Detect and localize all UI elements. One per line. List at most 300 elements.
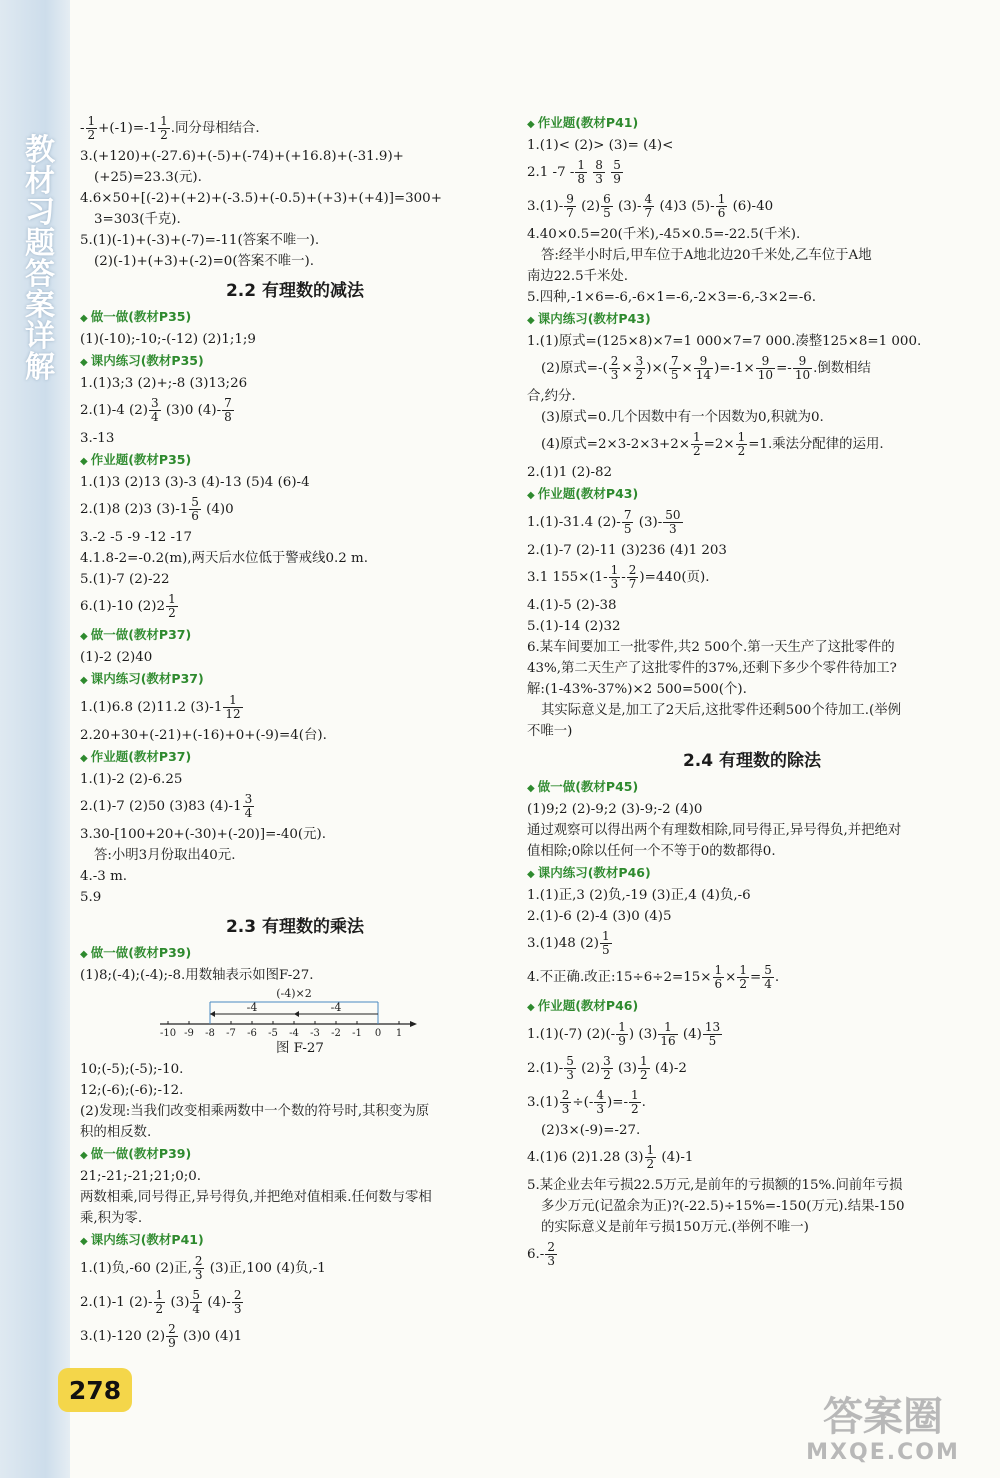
answer-line bbox=[527, 1018, 977, 1052]
fraction-numerator: 1 bbox=[737, 430, 746, 444]
fraction bbox=[575, 159, 587, 186]
text-part: =- bbox=[776, 361, 792, 376]
fraction-numerator: 1 bbox=[168, 592, 176, 606]
fraction bbox=[154, 1289, 166, 1316]
segment-label: -4 bbox=[246, 1001, 258, 1014]
fraction-numerator: 1 bbox=[714, 963, 723, 977]
answer-line: 2.(1)-7 (2)-11 (3)236 (4)1 203 bbox=[527, 543, 727, 558]
fraction-numerator: 5 bbox=[613, 158, 621, 172]
answer-line: 3=303(千克). bbox=[94, 212, 181, 227]
text-part: - bbox=[80, 121, 85, 136]
fraction-denominator: 5 bbox=[602, 943, 610, 957]
fraction-numerator: 1 bbox=[223, 694, 242, 708]
fraction-numerator: 3 bbox=[635, 354, 644, 368]
fraction bbox=[762, 964, 774, 991]
section-heading: 2.4 有理数的除法 bbox=[682, 751, 822, 771]
text-part: 2.(1)-4 (2) bbox=[80, 403, 149, 418]
fraction-denominator: 3 bbox=[669, 522, 677, 536]
fraction-denominator: 4 bbox=[244, 806, 253, 820]
answer-line: (2)3×(-9)=-27. bbox=[541, 1123, 641, 1138]
answer-line: 值相除;0除以任何一个不等于0的数都得0. bbox=[527, 844, 776, 859]
segment-label: -4 bbox=[330, 1001, 342, 1014]
fraction-numerator: 1 bbox=[692, 430, 701, 444]
text-part: 4.不正确.改正:15÷6÷2=15× bbox=[527, 970, 712, 985]
fraction-denominator: 3 bbox=[610, 577, 619, 591]
answer-line bbox=[527, 561, 977, 595]
subsection-label: ◆ 课内练习(教材P37) bbox=[80, 668, 510, 691]
text-part: (3)0 (4)1 bbox=[178, 1329, 243, 1344]
answer-line: (1)8;(-4);(-4);-8.用数轴表示如图F-27. bbox=[80, 968, 314, 983]
answer-line: 12;(-6);(-6);-12. bbox=[80, 1083, 184, 1098]
fraction bbox=[643, 193, 655, 220]
number-line-tick-label: -1 bbox=[352, 1028, 362, 1038]
number-line-tick-label: -8 bbox=[205, 1028, 215, 1038]
fraction bbox=[149, 397, 161, 424]
watermark-logo bbox=[778, 1394, 988, 1470]
text-part: .同分母相结合. bbox=[170, 121, 260, 136]
answer-line bbox=[527, 1052, 977, 1086]
text-part: 2.1 -7 - bbox=[527, 165, 575, 180]
subsection-label: ◆ 做一做(教材P45) bbox=[527, 776, 977, 799]
fraction-numerator: 50 bbox=[665, 508, 681, 522]
text-part: (4) bbox=[678, 1027, 702, 1042]
number-line-svg bbox=[160, 986, 440, 1038]
answer-line: 6.某车间要加工一批零件,共2 500个.第一天生产了这批零件的 bbox=[527, 640, 895, 655]
answer-line bbox=[80, 790, 510, 824]
text-part: 2.(1)-1 (2)- bbox=[80, 1295, 153, 1310]
answer-line: 多少万元(记盈余为正)?(-22.5)÷15%=-150(万元).结果-150 bbox=[541, 1199, 905, 1214]
answer-line bbox=[80, 590, 510, 624]
watermark-url: MXQE.COM bbox=[806, 1440, 960, 1465]
side-tab bbox=[0, 0, 70, 1478]
fraction-denominator: 2 bbox=[603, 1068, 611, 1082]
text-part: 3.(1)48 (2) bbox=[527, 936, 600, 951]
fraction-numerator: 3 bbox=[244, 792, 253, 806]
number-line-arrow bbox=[410, 1021, 417, 1027]
answer-line: 5.9 bbox=[80, 890, 102, 905]
product-label: (-4)×2 bbox=[276, 987, 312, 1000]
text-part: 2.(1)8 (2)3 (3)-1 bbox=[80, 502, 189, 517]
answer-line: 解:(1-43%-37%)×2 500=500(个). bbox=[527, 682, 747, 697]
fraction bbox=[564, 1055, 576, 1082]
fraction-denominator: 6 bbox=[714, 977, 723, 991]
fraction-numerator: 5 bbox=[192, 1288, 201, 1302]
answer-line bbox=[527, 1141, 977, 1175]
fraction-denominator: 16 bbox=[660, 1034, 676, 1048]
answer-line: 3.-13 bbox=[80, 431, 115, 446]
fraction bbox=[737, 964, 749, 991]
fraction-denominator: 6 bbox=[191, 509, 199, 523]
fraction-denominator: 3 bbox=[194, 1268, 203, 1282]
subsection-label: ◆ 课内练习(教材P46) bbox=[527, 862, 977, 885]
fraction-numerator: 5 bbox=[191, 495, 199, 509]
fraction-denominator: 4 bbox=[151, 410, 159, 424]
fraction-numerator: 1 bbox=[160, 114, 168, 128]
answer-line: 21;-21;-21;21;0;0. bbox=[80, 1169, 202, 1184]
answer-line: 通过观察可以得出两个有理数相除,同号得正,异号得负,并把绝对 bbox=[527, 823, 902, 838]
fraction-numerator: 6 bbox=[603, 192, 611, 206]
fraction-denominator: 2 bbox=[87, 128, 96, 142]
fraction-denominator: 4 bbox=[192, 1302, 201, 1316]
text-part: (3) bbox=[613, 1061, 638, 1076]
answer-line: 4.40×0.5=20(千米),-45×0.5=-22.5(千米). bbox=[527, 227, 801, 242]
fraction-denominator: 7 bbox=[628, 577, 637, 591]
fraction bbox=[601, 193, 613, 220]
text-part: (2)原式=-( bbox=[541, 361, 608, 376]
fraction-numerator: 9 bbox=[566, 192, 574, 206]
fraction-denominator: 5 bbox=[708, 1034, 717, 1048]
text-part: - bbox=[621, 570, 626, 585]
answer-line: 4.1.8-2=-0.2(m),两天后水位低于警戒线0.2 m. bbox=[80, 551, 368, 566]
text-part: ÷(- bbox=[572, 1095, 594, 1110]
fraction-numerator: 2 bbox=[547, 1240, 555, 1254]
fraction bbox=[703, 1021, 722, 1048]
fraction bbox=[86, 115, 98, 142]
text-part: 3.(1)- bbox=[527, 199, 564, 214]
subsection-label: ◆ 作业题(教材P35) bbox=[80, 449, 510, 472]
fraction-numerator: 2 bbox=[561, 1088, 570, 1102]
right-column bbox=[527, 112, 977, 1272]
answer-line: 1.(1)3;3 (2)+;-8 (3)13;26 bbox=[80, 376, 248, 391]
fraction-numerator: 1 bbox=[739, 963, 748, 977]
fraction-numerator: 7 bbox=[623, 508, 632, 522]
answer-line: 1.(1)-2 (2)-6.25 bbox=[80, 772, 183, 787]
answer-line: (3)原式=0.几个因数中有一个因数为0,积就为0. bbox=[541, 410, 824, 425]
fraction-numerator: 9 bbox=[756, 355, 775, 369]
fraction-denominator: 2 bbox=[739, 977, 748, 991]
answer-line bbox=[527, 428, 977, 462]
answer-line bbox=[527, 352, 977, 386]
figure-caption: 图 F-27 bbox=[276, 1041, 324, 1056]
fraction-numerator: 3 bbox=[151, 396, 159, 410]
fraction-denominator: 5 bbox=[603, 206, 611, 220]
fraction-numerator: 4 bbox=[644, 192, 653, 206]
segment-arrowhead bbox=[294, 1011, 299, 1017]
subsection-label: ◆ 做一做(教材P35) bbox=[80, 306, 510, 329]
fraction-denominator: 14 bbox=[695, 368, 712, 382]
fraction-denominator: 3 bbox=[610, 368, 619, 382]
answer-line: 其实际意义是,加工了2天后,这批零件还剩500个待加工.(举例 bbox=[541, 703, 902, 718]
answer-line: 5.四种,-1×6=-6,-6×1=-6,-2×3=-6,-3×2=-6. bbox=[527, 290, 817, 305]
fraction-numerator: 9 bbox=[793, 355, 812, 369]
number-line-tick-label: -6 bbox=[247, 1028, 257, 1038]
text-part: (4)0 bbox=[201, 502, 234, 517]
subsection-label: ◆ 作业题(教材P43) bbox=[527, 483, 977, 506]
text-part: (3)- bbox=[634, 515, 663, 530]
answer-line: 2.20+30+(-21)+(-16)+0+(-9)=4(台). bbox=[80, 728, 327, 743]
answer-line: 答:小明3月份取出40元. bbox=[94, 848, 236, 863]
fraction-numerator: 8 bbox=[595, 158, 603, 172]
answer-line: (+25)=23.3(元). bbox=[94, 170, 202, 185]
text-part: (3)正,100 (4)负,-1 bbox=[205, 1261, 326, 1276]
fraction-denominator: 3 bbox=[233, 1302, 242, 1316]
answer-line: 5.(1)(-1)+(-3)+(-7)=-11(答案不唯一). bbox=[80, 233, 320, 248]
text-part: =1.乘法分配律的运用. bbox=[748, 437, 884, 452]
answer-line bbox=[80, 691, 510, 725]
answer-line bbox=[527, 1086, 977, 1120]
fraction-numerator: 1 bbox=[610, 563, 619, 577]
fraction bbox=[189, 496, 201, 523]
section-heading: 2.3 有理数的乘法 bbox=[225, 917, 365, 937]
text-part: × bbox=[725, 970, 737, 985]
fraction-numerator: 5 bbox=[566, 1054, 574, 1068]
fraction-numerator: 3 bbox=[603, 1054, 611, 1068]
fraction bbox=[716, 193, 728, 220]
fraction-denominator: 7 bbox=[566, 206, 574, 220]
fraction bbox=[232, 1289, 244, 1316]
text-part: )=-1× bbox=[714, 361, 755, 376]
answer-line bbox=[527, 961, 977, 995]
subsection-label: ◆ 作业题(教材P46) bbox=[527, 995, 977, 1018]
fraction-denominator: 9 bbox=[613, 172, 621, 186]
number-line-tick-label: -9 bbox=[184, 1028, 194, 1038]
answer-line: 2.(1)1 (2)-82 bbox=[527, 465, 613, 480]
fraction-numerator: 1 bbox=[717, 192, 726, 206]
subsection-label: ◆ 做一做(教材P39) bbox=[80, 1143, 510, 1166]
fraction bbox=[601, 1055, 613, 1082]
fraction-numerator: 2 bbox=[194, 1254, 203, 1268]
answer-line: 1.(1)3 (2)13 (3)-3 (4)-13 (5)4 (6)-4 bbox=[80, 475, 310, 490]
fraction-numerator: 4 bbox=[596, 1088, 604, 1102]
text-part: ) (3) bbox=[628, 1027, 658, 1042]
answer-line: 乘,积为零. bbox=[80, 1211, 143, 1226]
text-part: (2) bbox=[576, 199, 601, 214]
answer-line bbox=[80, 1252, 510, 1286]
subsection-label: ◆ 课内练习(教材P43) bbox=[527, 308, 977, 331]
text-part: 3.(1)-120 (2) bbox=[80, 1329, 166, 1344]
subsection-label: ◆ 课内练习(教材P35) bbox=[80, 350, 510, 373]
fraction-denominator: 2 bbox=[646, 1157, 655, 1171]
fraction-denominator: 12 bbox=[225, 707, 241, 721]
fraction-numerator: 2 bbox=[233, 1288, 242, 1302]
answer-line: (1)9;2 (2)-9;2 (3)-9;-2 (4)0 bbox=[527, 802, 703, 817]
answer-line bbox=[527, 506, 977, 540]
fraction bbox=[622, 509, 634, 536]
fraction-denominator: 10 bbox=[757, 368, 774, 382]
subsection-label: ◆ 做一做(教材P37) bbox=[80, 624, 510, 647]
fraction-numerator: 1 bbox=[577, 158, 586, 172]
text-part: =2× bbox=[703, 437, 735, 452]
answer-line: 4.6×50+[(-2)+(+2)+(-3.5)+(-0.5)+(+3)+(+4)]=300+ bbox=[80, 191, 442, 206]
fraction bbox=[560, 1089, 572, 1116]
text-part: 6.(1)-10 (2)2 bbox=[80, 599, 166, 614]
answer-line: 南边22.5千米处. bbox=[527, 269, 629, 284]
fraction bbox=[193, 1255, 205, 1282]
text-part: 1.(1)负,-60 (2)正, bbox=[80, 1261, 192, 1276]
answer-line bbox=[80, 394, 510, 428]
fraction-numerator: 2 bbox=[628, 563, 637, 577]
answer-line: (1)-2 (2)40 bbox=[80, 650, 153, 665]
fraction-denominator: 5 bbox=[670, 368, 679, 382]
fraction bbox=[658, 1021, 677, 1048]
fraction bbox=[629, 1089, 641, 1116]
fraction bbox=[166, 1323, 178, 1350]
fraction-numerator: 5 bbox=[764, 963, 772, 977]
fraction bbox=[222, 397, 234, 424]
number-line-tick-label: 0 bbox=[374, 1028, 382, 1038]
segment-arrowhead bbox=[210, 1011, 215, 1017]
fraction bbox=[638, 1055, 650, 1082]
text-part: (4)-2 bbox=[650, 1061, 687, 1076]
fraction bbox=[691, 431, 703, 458]
text-part bbox=[588, 165, 592, 180]
fraction-denominator: 8 bbox=[577, 172, 586, 186]
fraction bbox=[627, 564, 639, 591]
fraction-denominator: 2 bbox=[168, 606, 176, 620]
subsection-label: ◆ 做一做(教材P39) bbox=[80, 942, 510, 965]
answer-line bbox=[80, 112, 510, 146]
fraction bbox=[663, 509, 682, 536]
fraction-numerator: 1 bbox=[602, 929, 610, 943]
fraction-denominator: 6 bbox=[717, 206, 726, 220]
text-part: (6)-40 bbox=[728, 199, 774, 214]
subsection-label: ◆ 作业题(教材P37) bbox=[80, 746, 510, 769]
text-part: )×( bbox=[646, 361, 668, 376]
answer-line: 3.30-[100+20+(-30)+(-20)]=-40(元). bbox=[80, 827, 326, 842]
answer-line: 5.(1)-14 (2)32 bbox=[527, 619, 621, 634]
answer-line: 1.(1)正,3 (2)负,-19 (3)正,4 (4)负,-6 bbox=[527, 888, 751, 903]
fraction bbox=[609, 355, 621, 382]
fraction-numerator: 7 bbox=[670, 354, 679, 368]
answer-line: 积的相反数. bbox=[80, 1125, 152, 1140]
fraction-denominator: 2 bbox=[635, 368, 644, 382]
fraction bbox=[634, 355, 646, 382]
answer-line: 2.(1)-6 (2)-4 (3)0 (4)5 bbox=[527, 909, 672, 924]
answer-line bbox=[80, 1320, 510, 1354]
fraction-denominator: 3 bbox=[547, 1254, 555, 1268]
number-line-figure bbox=[160, 986, 440, 1038]
fraction bbox=[756, 355, 775, 382]
fraction-denominator: 2 bbox=[155, 1302, 164, 1316]
fraction bbox=[669, 355, 681, 382]
text-part: (4)-1 bbox=[657, 1150, 694, 1165]
text-part: )=- bbox=[607, 1095, 628, 1110]
text-part: 4.(1)6 (2)1.28 (3) bbox=[527, 1150, 644, 1165]
answer-line bbox=[527, 1238, 977, 1272]
fraction-denominator: 3 bbox=[566, 1068, 574, 1082]
number-line-tick-label: -10 bbox=[160, 1028, 177, 1038]
answer-line: 答:经半小时后,甲车位于A地北边20千米处,乙车位于A地 bbox=[541, 248, 872, 263]
fraction-numerator: 1 bbox=[630, 1088, 639, 1102]
answer-line: 5.某企业去年亏损22.5万元,是前年的亏损额的15%.问前年亏损 bbox=[527, 1178, 903, 1193]
fraction bbox=[564, 193, 576, 220]
fraction bbox=[190, 1289, 202, 1316]
number-line-tick-label: 1 bbox=[395, 1028, 403, 1038]
fraction bbox=[616, 1021, 628, 1048]
side-tab-title: 教材习题答案详解 bbox=[25, 133, 55, 385]
fraction-denominator: 5 bbox=[623, 522, 632, 536]
answer-line: (2)发现:当我们改变相乘两数中一个数的符号时,其积变为原 bbox=[80, 1104, 430, 1119]
text-part: × bbox=[621, 361, 633, 376]
answer-line: 5.(1)-7 (2)-22 bbox=[80, 572, 170, 587]
text-part: +(-1)=-1 bbox=[98, 121, 158, 136]
text-part: (4)原式=2×3-2×3+2× bbox=[541, 437, 690, 452]
answer-line bbox=[527, 156, 977, 190]
answer-line bbox=[80, 493, 510, 527]
fraction-numerator: 2 bbox=[168, 1322, 176, 1336]
text-part: . bbox=[641, 1095, 646, 1110]
text-part: 2.(1)- bbox=[527, 1061, 564, 1076]
text-part: (4)3 (5)- bbox=[655, 199, 715, 214]
text-part: 1.(1)-31.4 (2)- bbox=[527, 515, 621, 530]
text-part: (4)- bbox=[203, 1295, 231, 1310]
text-part: 3.1 155×(1- bbox=[527, 570, 608, 585]
fraction-numerator: 1 bbox=[155, 1288, 164, 1302]
text-part: . bbox=[774, 970, 780, 985]
fraction-denominator: 3 bbox=[561, 1102, 570, 1116]
fraction-numerator: 2 bbox=[610, 354, 619, 368]
answer-line: (2)(-1)+(+3)+(-2)=0(答案不唯一). bbox=[94, 254, 314, 269]
fraction-denominator: 3 bbox=[595, 172, 603, 186]
text-part: (2) bbox=[576, 1061, 601, 1076]
answer-line: (1)(-10);-10;-(-12) (2)1;1;9 bbox=[80, 332, 256, 347]
answer-line bbox=[527, 927, 977, 961]
fraction-denominator: 2 bbox=[630, 1102, 639, 1116]
number-line-tick-label: -3 bbox=[310, 1028, 320, 1038]
answer-line: 两数相乘,同号得正,异号得负,并把绝对值相乘.任何数与零相 bbox=[80, 1190, 432, 1205]
text-part: 1.(1)6.8 (2)11.2 (3)-1 bbox=[80, 700, 223, 715]
fraction bbox=[594, 1089, 606, 1116]
text-part: (3)0 (4)- bbox=[161, 403, 222, 418]
answer-line: 1.(1)原式=(125×8)×7=1 000×7=7 000.凑整125×8=1 000. bbox=[527, 334, 922, 349]
text-part: (3) bbox=[166, 1295, 190, 1310]
answer-line: 的实际意义是前年亏损150万元.(举例不唯一) bbox=[541, 1220, 809, 1235]
fraction-numerator: 1 bbox=[646, 1143, 655, 1157]
answer-line: 合,约分. bbox=[527, 389, 576, 404]
text-part: × bbox=[681, 361, 693, 376]
number-line-tick-label: -2 bbox=[331, 1028, 341, 1038]
text-part: 2.(1)-7 (2)50 (3)83 (4)-1 bbox=[80, 799, 242, 814]
fraction-denominator: 3 bbox=[596, 1102, 604, 1116]
number-line-tick-label: -7 bbox=[226, 1028, 236, 1038]
answer-line: 10;(-5);(-5);-10. bbox=[80, 1062, 184, 1077]
fraction bbox=[593, 159, 605, 186]
text-part bbox=[606, 165, 610, 180]
fraction bbox=[793, 355, 812, 382]
answer-line: 43%,第二天生产了这批零件的37%,还剩下多少个零件待加工? bbox=[527, 661, 897, 676]
text-part: )=440(页). bbox=[639, 570, 710, 585]
fraction-denominator: 2 bbox=[160, 128, 168, 142]
fraction-denominator: 7 bbox=[644, 206, 653, 220]
fraction-denominator: 2 bbox=[692, 444, 701, 458]
fraction bbox=[611, 159, 623, 186]
fraction-denominator: 9 bbox=[618, 1034, 626, 1048]
fraction-denominator: 2 bbox=[640, 1068, 648, 1082]
fraction bbox=[713, 964, 725, 991]
fraction bbox=[645, 1144, 657, 1171]
fraction-denominator: 4 bbox=[764, 977, 772, 991]
subsection-label: ◆ 课内练习(教材P41) bbox=[80, 1229, 510, 1252]
section-heading: 2.2 有理数的减法 bbox=[225, 281, 365, 301]
text-part: 3.(1) bbox=[527, 1095, 559, 1110]
left-column bbox=[80, 112, 510, 1354]
number-line-tick-label: -4 bbox=[289, 1028, 299, 1038]
answer-line: 3.-2 -5 -9 -12 -17 bbox=[80, 530, 193, 545]
text-part: 6.- bbox=[527, 1247, 545, 1262]
fraction-numerator: 7 bbox=[224, 396, 232, 410]
fraction bbox=[736, 431, 748, 458]
fraction bbox=[166, 593, 178, 620]
fraction-denominator: 2 bbox=[737, 444, 746, 458]
fraction bbox=[243, 793, 255, 820]
fraction-numerator: 9 bbox=[694, 355, 713, 369]
fraction-numerator: 1 bbox=[658, 1021, 677, 1035]
fraction-denominator: 8 bbox=[224, 410, 232, 424]
subsection-label: ◆ 作业题(教材P41) bbox=[527, 112, 977, 135]
page-number: 278 bbox=[58, 1368, 132, 1412]
number-line-tick-label: -5 bbox=[268, 1028, 278, 1038]
fraction bbox=[694, 355, 713, 382]
